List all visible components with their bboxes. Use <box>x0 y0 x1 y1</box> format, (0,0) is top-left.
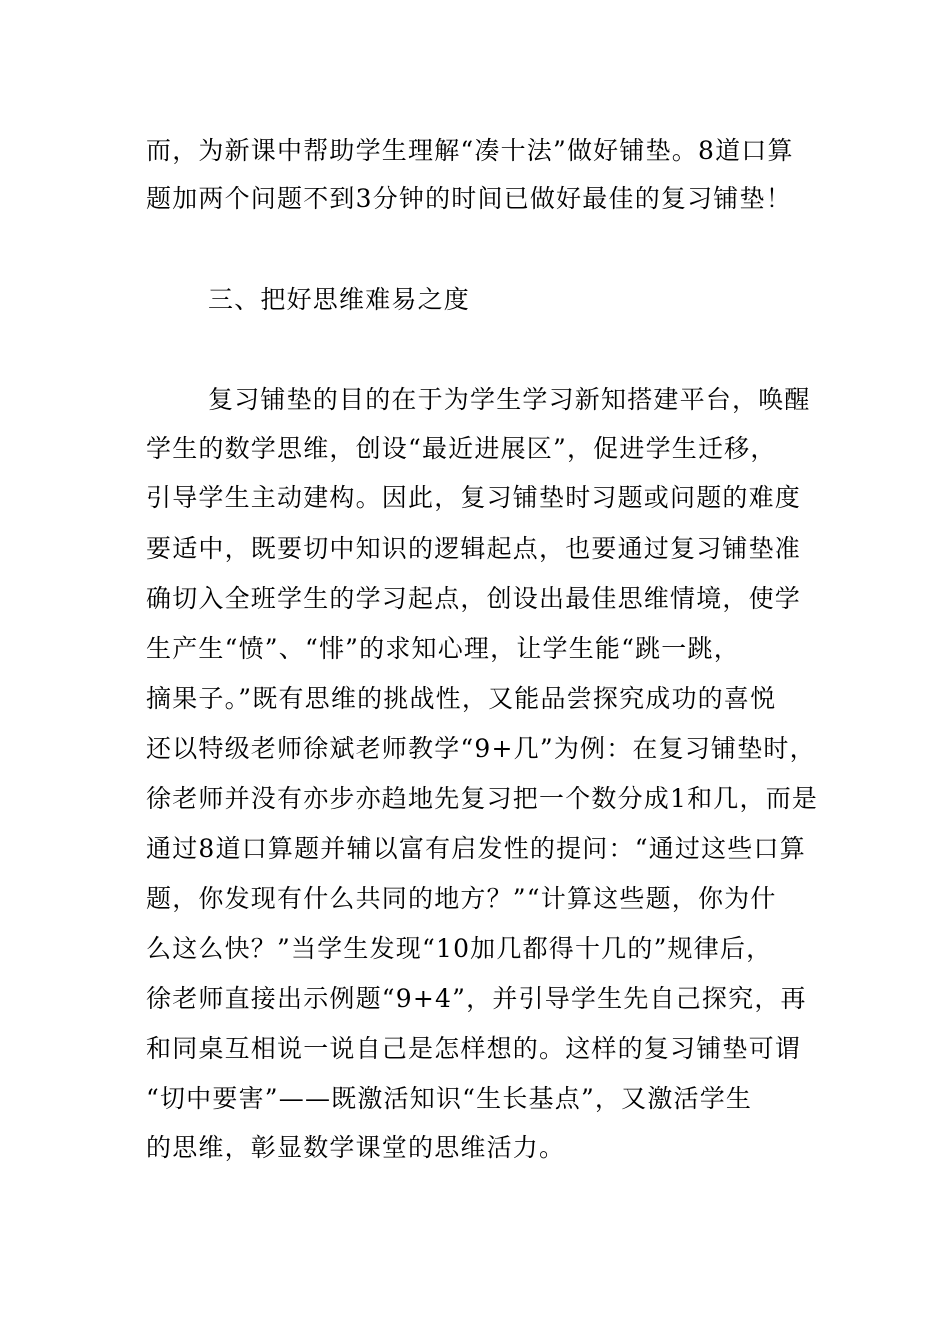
paragraph-line: 生产生“愤”、“悱”的求知心理，让学生能“跳一跳， <box>146 634 740 663</box>
paragraph-line: 的思维，彰显数学课堂的思维活力。 <box>146 1133 566 1162</box>
paragraph-line: 摘果子。”既有思维的挑战性，又能品尝探究成功的喜悦 <box>146 684 777 713</box>
paragraph-line: “切中要害”——既激活知识“生长基点”，又激活学生 <box>146 1084 753 1113</box>
paragraph-line: 引导学生主动建构。因此，复习铺垫时习题或问题的难度 <box>146 483 802 512</box>
paragraph-line: 确切入全班学生的学习起点，创设出最佳思维情境，使学 <box>146 584 802 613</box>
paragraph-line: 学生的数学思维，创设“最近进展区”，促进学生迁移， <box>146 434 777 463</box>
paragraph-line: 还以特级老师徐斌老师教学“9+几”为例：在复习铺垫时， <box>146 734 816 763</box>
paragraph-line: 要适中，既要切中知识的逻辑起点，也要通过复习铺垫准 <box>146 534 802 563</box>
paragraph-line: 和同桌互相说一说自己是怎样想的。这样的复习铺垫可谓 <box>146 1034 802 1063</box>
section-heading: 三、把好思维难易之度 <box>208 285 471 314</box>
paragraph-line: 徐老师并没有亦步亦趋地先复习把一个数分成1和几，而是 <box>146 784 819 813</box>
paragraph-line: 么这么快？”当学生发现“10加几都得十几的”规律后， <box>146 934 773 963</box>
paragraph-line: 复习铺垫的目的在于为学生学习新知搭建平台，唤醒 <box>208 385 811 414</box>
paragraph-line: 题，你发现有什么共同的地方？”“计算这些题，你为什 <box>146 884 777 913</box>
paragraph-line: 徐老师直接出示例题“9+4”，并引导学生先自己探究，再 <box>146 984 807 1013</box>
paragraph-line: 而，为新课中帮助学生理解“凑十法”做好铺垫。8道口算 <box>146 136 794 165</box>
paragraph-line: 题加两个问题不到3分钟的时间已做好最佳的复习铺垫！ <box>146 184 792 213</box>
paragraph-line: 通过8道口算题并辅以富有启发性的提问：“通过这些口算 <box>146 834 806 863</box>
